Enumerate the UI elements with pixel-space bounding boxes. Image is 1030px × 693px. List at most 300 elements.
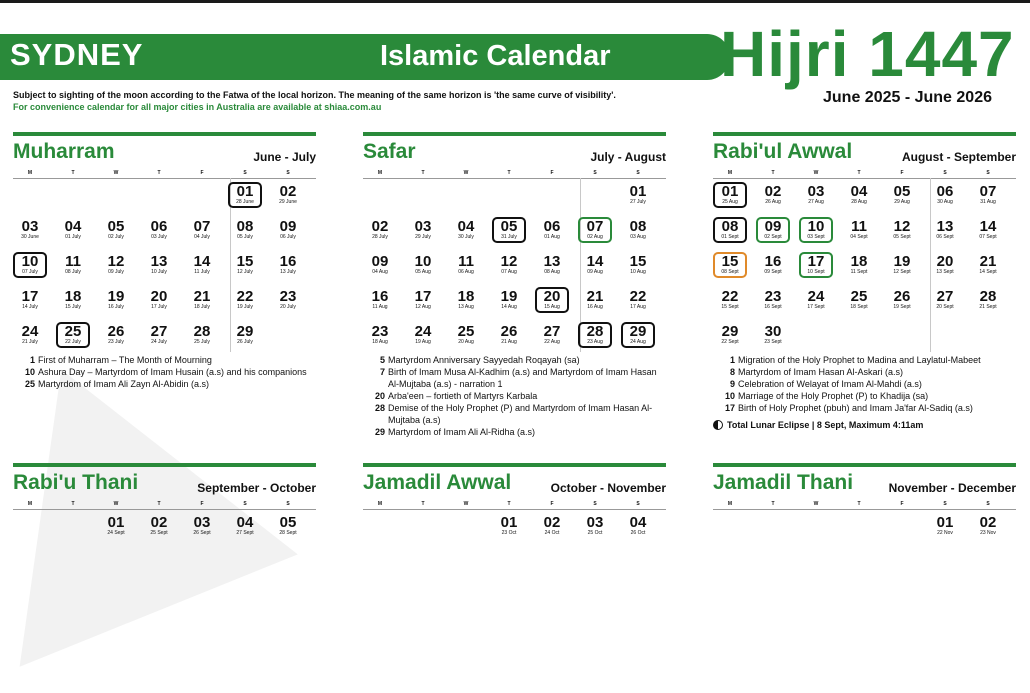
hijri-day-number: 25 (850, 288, 868, 305)
event-text: Celebration of Welayat of Imam Al-Mahdi (a.s) (738, 379, 922, 389)
event-item (713, 390, 1016, 402)
hijri-day-number: 26 (500, 323, 518, 340)
gregorian-date: 27 Sept (236, 530, 254, 536)
day-cell[interactable] (756, 182, 790, 208)
day-cell[interactable] (885, 252, 919, 278)
gregorian-date: 24 Sept (107, 530, 125, 536)
weekday-label: T (71, 170, 75, 176)
event-item (363, 366, 666, 390)
hijri-day-number: 27 (150, 323, 168, 340)
hijri-day-number: 06 (150, 218, 168, 235)
hijri-day-number: 21 (586, 288, 604, 305)
gregorian-date: 12 Aug (415, 304, 431, 310)
month-block (13, 132, 316, 389)
day-cell[interactable] (228, 252, 262, 278)
hijri-day-number: 26 (107, 323, 125, 340)
day-cell[interactable] (756, 252, 790, 278)
gregorian-date: 23 July (108, 339, 124, 345)
hijri-day-number: 26 (893, 288, 911, 305)
event-text: Martyrdom of Imam Ali Al-Ridha (a.s) (388, 427, 536, 437)
weekday-label: W (813, 501, 819, 507)
gregorian-date: 21 Sept (979, 304, 997, 310)
day-cell[interactable] (799, 217, 833, 243)
hijri-day-number: 16 (279, 253, 297, 270)
hijri-day-number: 03 (586, 514, 604, 531)
day-cell[interactable] (185, 252, 219, 278)
weekday-label: T (771, 170, 775, 176)
day-cell[interactable] (406, 322, 440, 348)
hijri-day-number: 05 (500, 218, 518, 235)
hijri-day-number: 04 (457, 218, 475, 235)
month-bar (363, 132, 666, 136)
day-cell[interactable] (56, 287, 90, 313)
gregorian-date: 16 Aug (587, 304, 603, 310)
day-cell[interactable] (971, 287, 1005, 313)
gregorian-date: 25 Oct (587, 530, 603, 536)
weekday-divider (713, 178, 1016, 179)
day-cell[interactable] (492, 287, 526, 313)
gregorian-date: 23 Sept (764, 339, 782, 345)
day-cell[interactable] (756, 322, 790, 348)
event-text: Arba'een – fortieth of Martyrs Karbala (388, 391, 538, 401)
hijri-day-number: 13 (150, 253, 168, 270)
day-cell[interactable] (185, 287, 219, 313)
day-cell[interactable] (142, 513, 176, 539)
day-cell[interactable] (13, 252, 47, 278)
gregorian-date: 14 Aug (501, 304, 517, 310)
day-cell[interactable] (928, 287, 962, 313)
gregorian-date: 26 July (237, 339, 253, 345)
day-cell[interactable] (228, 217, 262, 243)
day-cell[interactable] (492, 217, 526, 243)
hijri-day-number: 25 (457, 323, 475, 340)
hijri-day-number: 10 (414, 253, 432, 270)
hijri-day-number: 10 (21, 253, 39, 270)
day-cell[interactable] (13, 322, 47, 348)
month-bar (363, 463, 666, 467)
day-cell[interactable] (228, 322, 262, 348)
day-cell[interactable] (363, 287, 397, 313)
day-cell[interactable] (971, 513, 1005, 539)
gregorian-date: 15 Sept (721, 304, 739, 310)
gregorian-date: 17 Aug (630, 304, 646, 310)
day-cell[interactable] (578, 513, 612, 539)
hijri-day-number: 05 (893, 183, 911, 200)
hijri-day-number: 25 (64, 323, 82, 340)
gregorian-date: 01 Aug (544, 234, 560, 240)
gregorian-date: 24 Aug (630, 339, 646, 345)
hijri-day-number: 20 (543, 288, 561, 305)
hijri-day-number: 29 (629, 323, 647, 340)
gregorian-date: 31 Aug (980, 199, 996, 205)
city-name: SYDNEY (10, 37, 144, 72)
hijri-day-number: 03 (193, 514, 211, 531)
event-text: Birth of Imam Musa Al-Kadhim (a.s) and Martyrdom of Imam Hasan Al-Mujtaba (a.s) - narration 1 (388, 367, 657, 389)
month-bar (713, 463, 1016, 467)
gregorian-date: 24 July (151, 339, 167, 345)
gregorian-date: 23 Nov (980, 530, 996, 536)
day-cell[interactable] (449, 322, 483, 348)
weekday-label: W (463, 501, 469, 507)
day-cell[interactable] (406, 252, 440, 278)
day-cell[interactable] (56, 252, 90, 278)
day-cell[interactable] (56, 322, 90, 348)
event-list (713, 354, 1016, 430)
day-cell[interactable] (99, 513, 133, 539)
day-cell[interactable] (756, 217, 790, 243)
day-cell[interactable] (492, 513, 526, 539)
top-rule (0, 0, 1030, 3)
gregorian-date: 12 July (237, 269, 253, 275)
day-cell[interactable] (271, 287, 305, 313)
gregorian-date: 26 Aug (765, 199, 781, 205)
event-day: 7 (379, 367, 385, 377)
hijri-day-number: 03 (21, 218, 39, 235)
gregorian-date: 03 July (151, 234, 167, 240)
event-text: Migration of the Holy Prophet to Madina and Laylatul-Mabeet (738, 355, 981, 365)
month-name: Muharram (13, 140, 115, 163)
day-cell[interactable] (142, 322, 176, 348)
day-cell[interactable] (971, 217, 1005, 243)
hijri-day-number: 07 (586, 218, 604, 235)
gregorian-date: 22 July (65, 339, 81, 345)
day-cell[interactable] (885, 287, 919, 313)
weekday-label: T (857, 501, 861, 507)
gregorian-date: 02 Sept (764, 234, 782, 240)
weekday-label: S (943, 501, 947, 507)
weekday-label: F (200, 170, 204, 176)
month-gregorian-range: June - July (253, 150, 316, 164)
gregorian-date: 17 July (151, 304, 167, 310)
gregorian-date: 15 July (65, 304, 81, 310)
hijri-day-number: 15 (721, 253, 739, 270)
day-cell[interactable] (99, 287, 133, 313)
weekday-label: T (421, 501, 425, 507)
day-cell[interactable] (842, 217, 876, 243)
website-note: For convenience calendar for all major cities in Australia are available at shiaa.com.au (13, 102, 382, 112)
weekday-label: M (27, 170, 33, 176)
month-bar (713, 132, 1016, 136)
gregorian-date: 02 July (108, 234, 124, 240)
gregorian-date: 07 July (22, 269, 38, 275)
event-text: Marriage of the Holy Prophet (P) to Khadija (sa) (738, 391, 929, 401)
hijri-day-number: 29 (236, 323, 254, 340)
gregorian-date: 03 Aug (630, 234, 646, 240)
gregorian-date: 15 Aug (544, 304, 560, 310)
day-cell[interactable] (928, 217, 962, 243)
hijri-day-number: 06 (936, 183, 954, 200)
hijri-day-number: 09 (764, 218, 782, 235)
day-cell[interactable] (363, 322, 397, 348)
month-name: Safar (363, 140, 416, 163)
gregorian-date: 04 July (194, 234, 210, 240)
hijri-day-number: 01 (236, 183, 254, 200)
hijri-day-number: 19 (107, 288, 125, 305)
event-text: Ashura Day – Martyrdom of Imam Husain (a.s) and his companions (38, 367, 307, 377)
day-cell[interactable] (56, 217, 90, 243)
month-bar (13, 132, 316, 136)
gregorian-date: 29 Aug (894, 199, 910, 205)
month-gregorian-range: September - October (197, 481, 316, 495)
month-gregorian-range: October - November (550, 481, 666, 495)
hijri-day-number: 02 (764, 183, 782, 200)
hijri-day-number: 30 (764, 323, 782, 340)
hijri-day-number: 13 (936, 218, 954, 235)
hijri-day-number: 27 (543, 323, 561, 340)
weekday-label: S (243, 501, 247, 507)
day-cell[interactable] (621, 182, 655, 208)
gregorian-date: 11 Sept (850, 269, 868, 275)
gregorian-date: 01 July (65, 234, 81, 240)
hijri-day-number: 21 (193, 288, 211, 305)
hijri-day-number: 14 (979, 218, 997, 235)
gregorian-date: 16 Sept (764, 304, 782, 310)
hijri-day-number: 06 (543, 218, 561, 235)
day-cell[interactable] (13, 217, 47, 243)
event-day: 1 (729, 355, 735, 365)
weekday-label: S (286, 501, 290, 507)
gregorian-date: 11 July (194, 269, 210, 275)
day-cell[interactable] (535, 217, 569, 243)
day-cell[interactable] (535, 513, 569, 539)
day-cell[interactable] (271, 182, 305, 208)
event-day: 10 (24, 367, 35, 377)
gregorian-date: 22 Sept (721, 339, 739, 345)
event-item (713, 402, 1016, 414)
day-cell[interactable] (363, 217, 397, 243)
weekday-label: T (771, 501, 775, 507)
day-cell[interactable] (842, 182, 876, 208)
day-cell[interactable] (713, 217, 747, 243)
hijri-day-number: 05 (107, 218, 125, 235)
hijri-day-number: 28 (979, 288, 997, 305)
hijri-day-number: 09 (371, 253, 389, 270)
day-cell[interactable] (578, 287, 612, 313)
hijri-day-number: 19 (893, 253, 911, 270)
eclipse-note (713, 420, 1016, 430)
hijri-day-number: 17 (807, 253, 825, 270)
event-day: 17 (724, 403, 735, 413)
gregorian-date: 05 July (237, 234, 253, 240)
gregorian-date: 06 Aug (458, 269, 474, 275)
day-cell[interactable] (185, 513, 219, 539)
event-day: 10 (724, 391, 735, 401)
hijri-day-number: 18 (64, 288, 82, 305)
hijri-day-number: 04 (236, 514, 254, 531)
hijri-day-number: 02 (150, 514, 168, 531)
event-day: 9 (729, 379, 735, 389)
gregorian-date: 27 Aug (808, 199, 824, 205)
day-cell[interactable] (713, 322, 747, 348)
event-day: 8 (729, 367, 735, 377)
weekday-label: S (636, 501, 640, 507)
day-cell[interactable] (228, 513, 262, 539)
gregorian-date: 21 July (22, 339, 38, 345)
weekday-label: F (550, 170, 554, 176)
gregorian-date: 30 Aug (937, 199, 953, 205)
gregorian-date: 09 Sept (764, 269, 782, 275)
hijri-day-number: 18 (457, 288, 475, 305)
event-item (363, 426, 666, 438)
day-cell[interactable] (363, 252, 397, 278)
hijri-day-number: 16 (764, 253, 782, 270)
day-cell[interactable] (842, 287, 876, 313)
gregorian-date: 21 Aug (501, 339, 517, 345)
day-cell[interactable] (449, 252, 483, 278)
weekday-label: S (986, 170, 990, 176)
gregorian-date: 08 Aug (544, 269, 560, 275)
day-cell[interactable] (621, 322, 655, 348)
day-cell[interactable] (271, 217, 305, 243)
event-day: 5 (379, 355, 385, 365)
gregorian-date: 25 July (194, 339, 210, 345)
gregorian-date: 29 July (415, 234, 431, 240)
day-cell[interactable] (142, 287, 176, 313)
day-cell[interactable] (271, 513, 305, 539)
hijri-day-number: 10 (807, 218, 825, 235)
day-cell[interactable] (928, 252, 962, 278)
day-cell[interactable] (185, 322, 219, 348)
month-name: Rabi'ul Awwal (713, 140, 853, 163)
gregorian-date: 07 Sept (979, 234, 997, 240)
day-cell[interactable] (535, 287, 569, 313)
day-cell[interactable] (621, 287, 655, 313)
event-item (363, 402, 666, 426)
day-cell[interactable] (621, 513, 655, 539)
event-text: Martyrdom Anniversary Sayyedah Roqayah (sa) (388, 355, 580, 365)
day-cell[interactable] (99, 217, 133, 243)
month-block (713, 463, 1016, 693)
weekday-divider (363, 509, 666, 510)
day-cell[interactable] (928, 513, 962, 539)
day-cell[interactable] (185, 217, 219, 243)
day-cell[interactable] (578, 252, 612, 278)
hijri-day-number: 03 (807, 183, 825, 200)
day-cell[interactable] (492, 252, 526, 278)
event-item (363, 354, 666, 366)
hijri-day-number: 02 (979, 514, 997, 531)
day-cell[interactable] (13, 287, 47, 313)
hijri-day-number: 19 (500, 288, 518, 305)
weekday-divider (13, 509, 316, 510)
day-cell[interactable] (99, 252, 133, 278)
weekday-label: T (507, 501, 511, 507)
hijri-day-number: 07 (193, 218, 211, 235)
day-cell[interactable] (799, 252, 833, 278)
day-cell[interactable] (99, 322, 133, 348)
eclipse-icon (713, 420, 723, 430)
event-text: Demise of the Holy Prophet (P) and Martyrdom of Imam Hasan Al-Mujtaba (a.s) (388, 403, 653, 425)
hijri-day-number: 04 (64, 218, 82, 235)
gregorian-date: 10 Aug (630, 269, 646, 275)
day-cell[interactable] (621, 217, 655, 243)
weekday-divider (13, 178, 316, 179)
gregorian-date: 25 Sept (150, 530, 168, 536)
hijri-day-number: 16 (371, 288, 389, 305)
day-cell[interactable] (971, 182, 1005, 208)
day-cell[interactable] (406, 217, 440, 243)
month-gregorian-range: August - September (901, 150, 1016, 164)
day-cell[interactable] (713, 182, 747, 208)
day-cell[interactable] (842, 252, 876, 278)
hijri-day-number: 02 (371, 218, 389, 235)
month-name: Jamadil Awwal (363, 471, 512, 494)
month-gregorian-range: July - August (590, 150, 666, 164)
gregorian-date: 03 Sept (807, 234, 825, 240)
day-cell[interactable] (799, 182, 833, 208)
day-cell[interactable] (142, 252, 176, 278)
gregorian-date: 20 Aug (458, 339, 474, 345)
day-cell[interactable] (799, 287, 833, 313)
day-cell[interactable] (406, 287, 440, 313)
day-cell[interactable] (142, 217, 176, 243)
day-cell[interactable] (271, 252, 305, 278)
weekday-label: F (900, 170, 904, 176)
hijri-day-number: 23 (764, 288, 782, 305)
event-day: 29 (374, 427, 385, 437)
hijri-day-number: 17 (21, 288, 39, 305)
day-cell[interactable] (885, 217, 919, 243)
gregorian-date: 19 July (237, 304, 253, 310)
hijri-day-number: 08 (629, 218, 647, 235)
day-cell[interactable] (885, 182, 919, 208)
event-day: 28 (374, 403, 385, 413)
gregorian-date: 26 Oct (630, 530, 646, 536)
weekday-label: W (113, 501, 119, 507)
day-cell[interactable] (971, 252, 1005, 278)
month-name: Jamadil Thani (713, 471, 854, 494)
day-cell[interactable] (449, 217, 483, 243)
hijri-day-number: 24 (21, 323, 39, 340)
day-cell[interactable] (535, 252, 569, 278)
month-block (363, 463, 666, 693)
gregorian-date: 02 Aug (587, 234, 603, 240)
month-block (363, 132, 666, 437)
gregorian-date: 29 June (279, 199, 297, 205)
day-cell[interactable] (713, 287, 747, 313)
gregorian-date: 22 Nov (937, 530, 953, 536)
day-cell[interactable] (621, 252, 655, 278)
day-cell[interactable] (228, 287, 262, 313)
event-day: 20 (374, 391, 385, 401)
day-cell[interactable] (492, 322, 526, 348)
day-cell[interactable] (928, 182, 962, 208)
month-block (713, 132, 1016, 430)
gregorian-date: 25 Aug (722, 199, 738, 205)
hijri-day-number: 11 (458, 253, 474, 270)
hijri-day-number: 12 (500, 253, 518, 270)
day-cell[interactable] (535, 322, 569, 348)
weekday-label: S (943, 170, 947, 176)
day-cell[interactable] (713, 252, 747, 278)
day-cell[interactable] (228, 182, 262, 208)
gregorian-date: 28 June (236, 199, 254, 205)
month-name: Rabi'u Thani (13, 471, 139, 494)
weekday-label: S (286, 170, 290, 176)
day-cell[interactable] (578, 322, 612, 348)
hijri-day-number: 04 (629, 514, 647, 531)
day-cell[interactable] (578, 217, 612, 243)
hijri-day-number: 20 (936, 253, 954, 270)
gregorian-date: 04 Aug (372, 269, 388, 275)
day-cell[interactable] (449, 287, 483, 313)
weekday-label: W (113, 170, 119, 176)
gregorian-date: 08 July (65, 269, 81, 275)
event-text: Martyrdom of Imam Ali Zayn Al-Abidin (a.s) (38, 379, 210, 389)
gregorian-date: 26 Sept (193, 530, 211, 536)
day-cell[interactable] (756, 287, 790, 313)
gregorian-date: 07 Aug (501, 269, 517, 275)
